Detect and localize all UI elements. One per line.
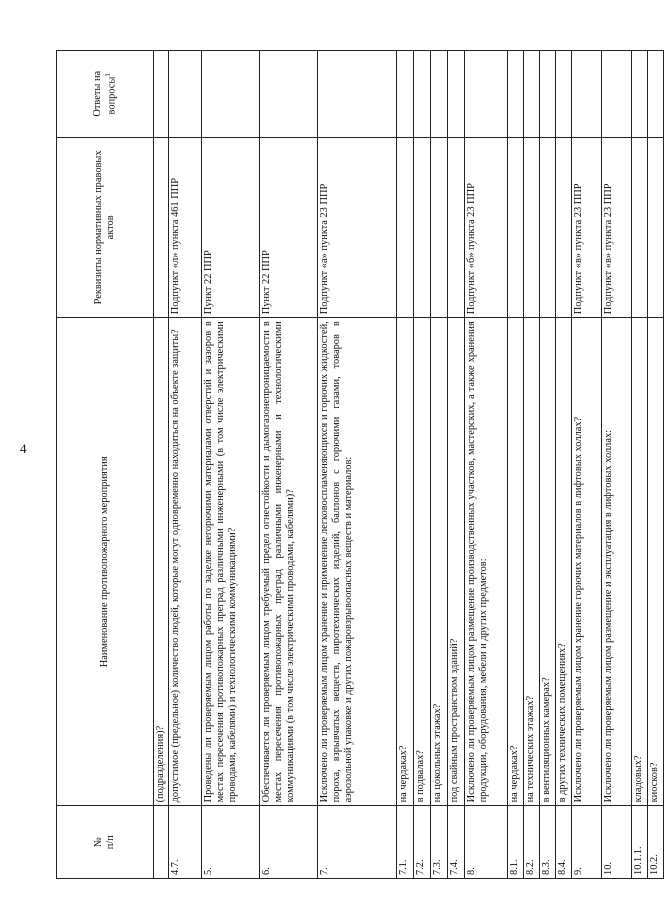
row-name-cell: в других технических помещениях? — [555, 318, 571, 806]
row-name-cell: допустимое (предельное) количество людей, которые могут одновременно находиться на объекте защиты? — [168, 318, 201, 806]
row-name-cell: киосков? — [647, 318, 663, 806]
row-name-cell: кладовых? — [631, 318, 647, 806]
row-ref-cell — [647, 137, 663, 318]
row-name-cell: Обеспечивается ли проверяемым лицом требуемый предел огнестойкости и дымогазонепроницаемости в местах пересечения противопожарных преград различными инженерными и технологическими коммуникациями (в том числе электрическими проводами, кабелями)? — [259, 318, 317, 806]
row-num-cell: 10.2. — [647, 806, 663, 879]
row-name-cell: Исключено ли проверяемым лицом хранение горючих материалов в лифтовых холлах? — [571, 318, 601, 806]
table-header-row — [57, 51, 154, 879]
page-number: 4 — [20, 441, 27, 456]
table-row — [430, 51, 447, 879]
row-answer-cell — [259, 51, 317, 138]
row-num-cell: 7. — [317, 806, 396, 879]
row-answer-cell — [464, 51, 507, 138]
table-row — [464, 51, 507, 879]
row-answer-cell — [168, 51, 201, 138]
row-answer-cell — [396, 51, 413, 138]
row-ref-cell: Подпункт «а» пункта 23 ППР — [317, 137, 396, 318]
header-name — [57, 318, 154, 806]
table-row — [601, 51, 631, 879]
row-num-cell: 5. — [201, 806, 259, 879]
row-name-cell: Исключено ли проверяемым лицом размещение производственных участков, мастерских, а также хранения продукции, оборудования, мебели и других предметов: — [464, 318, 507, 806]
row-ref-cell: Пункт 22 ППР — [201, 137, 259, 318]
row-num-cell: 10. — [601, 806, 631, 879]
row-ref-cell — [413, 137, 430, 318]
row-num-cell: 4.7. — [168, 806, 201, 879]
table-row — [396, 51, 413, 879]
row-num-cell: 8.1. — [507, 806, 523, 879]
header-num-text: № п/п — [93, 835, 116, 850]
header-answer-text: Ответы на вопросы — [91, 70, 118, 117]
row-name-cell: Исключено ли проверяемым лицом хранение и применение легковоспламеняющихся и горючих жидкостей, пороха, взрывчатых веществ, пиротехнических изделий, баллонов с горючими газами, товаров в аэрозольной упаковке и других пожаровзрывоопасных веществ и материалов: — [317, 318, 396, 806]
table-row — [507, 51, 523, 879]
header-answer-footnote: 1 — [103, 73, 112, 77]
row-num-cell: 7.2. — [413, 806, 430, 879]
row-ref-cell — [555, 137, 571, 318]
table-row — [647, 51, 663, 879]
row-num-cell: 8. — [464, 806, 507, 879]
row-ref-cell: Подпункт «б» пункта 23 ППР — [464, 137, 507, 318]
row-answer-cell — [571, 51, 601, 138]
table-row — [523, 51, 539, 879]
row-num-cell: 6. — [259, 806, 317, 879]
row-num-cell: 7.3. — [430, 806, 447, 879]
row-num-cell: 7.1. — [396, 806, 413, 879]
table-row — [447, 51, 464, 879]
table-row — [571, 51, 601, 879]
row-answer-cell — [523, 51, 539, 138]
header-num — [57, 806, 154, 879]
row-ref-cell: Пункт 22 ППР — [259, 137, 317, 318]
row-ref-cell — [539, 137, 555, 318]
row-name-cell: на чердаках? — [396, 318, 413, 806]
table-row — [317, 51, 396, 879]
row-answer-cell — [154, 51, 169, 138]
row-ref-cell: Подпункт «л» пункта 461 ППР — [168, 137, 201, 318]
row-name-cell: (подразделения)? — [154, 318, 169, 806]
row-name-cell: в вентиляционных камерах? — [539, 318, 555, 806]
row-name-cell: Проведены ли проверяемым лицом работы по заделке негорючими материалами отверстий и зазоров в местах пересечения противопожарных преград различными инженерными (в том числе электрическими проводами, кабелями) и технологическими коммуникациями? — [201, 318, 259, 806]
row-num-cell: 8.3. — [539, 806, 555, 879]
row-ref-cell — [631, 137, 647, 318]
row-ref-cell — [447, 137, 464, 318]
table-row — [555, 51, 571, 879]
row-ref-cell — [430, 137, 447, 318]
header-ref-text: Реквизиты нормативных правовых актов — [93, 150, 116, 305]
row-name-cell: на цокольных этажах? — [430, 318, 447, 806]
header-name-text: Наименование противопожарного мероприятия — [99, 456, 111, 668]
row-name-cell: на технических этажах? — [523, 318, 539, 806]
row-ref-cell — [396, 137, 413, 318]
row-name-cell: на чердаках? — [507, 318, 523, 806]
row-answer-cell — [201, 51, 259, 138]
row-num-cell — [154, 806, 169, 879]
checklist-table — [56, 50, 664, 879]
row-ref-cell: Подпункт «в» пункта 23 ППР — [601, 137, 631, 318]
row-ref-cell — [507, 137, 523, 318]
table-row — [168, 51, 201, 879]
row-ref-cell — [154, 137, 169, 318]
table-row — [259, 51, 317, 879]
table-row — [539, 51, 555, 879]
row-ref-cell — [523, 137, 539, 318]
row-answer-cell — [601, 51, 631, 138]
row-name-cell: Исключено ли проверяемым лицом размещение и эксплуатация в лифтовых холлах: — [601, 318, 631, 806]
row-answer-cell — [539, 51, 555, 138]
row-name-cell: в подвалах? — [413, 318, 430, 806]
header-ref — [57, 137, 154, 318]
row-ref-cell: Подпункт «в» пункта 23 ППР — [571, 137, 601, 318]
row-num-cell: 9. — [571, 806, 601, 879]
table-row — [154, 51, 169, 879]
table-row — [631, 51, 647, 879]
table-row — [201, 51, 259, 879]
table-row — [413, 51, 430, 879]
row-answer-cell — [631, 51, 647, 138]
row-num-cell: 8.2. — [523, 806, 539, 879]
row-answer-cell — [430, 51, 447, 138]
row-num-cell: 7.4. — [447, 806, 464, 879]
row-name-cell: под свайным пространством зданий? — [447, 318, 464, 806]
table-body — [154, 51, 664, 879]
header-answer — [57, 51, 154, 138]
row-answer-cell — [647, 51, 663, 138]
rotated-table-container — [56, 50, 660, 879]
row-answer-cell — [555, 51, 571, 138]
row-answer-cell — [447, 51, 464, 138]
row-num-cell: 10.1.1. — [631, 806, 647, 879]
row-answer-cell — [317, 51, 396, 138]
row-answer-cell — [413, 51, 430, 138]
row-answer-cell — [507, 51, 523, 138]
row-num-cell: 8.4. — [555, 806, 571, 879]
